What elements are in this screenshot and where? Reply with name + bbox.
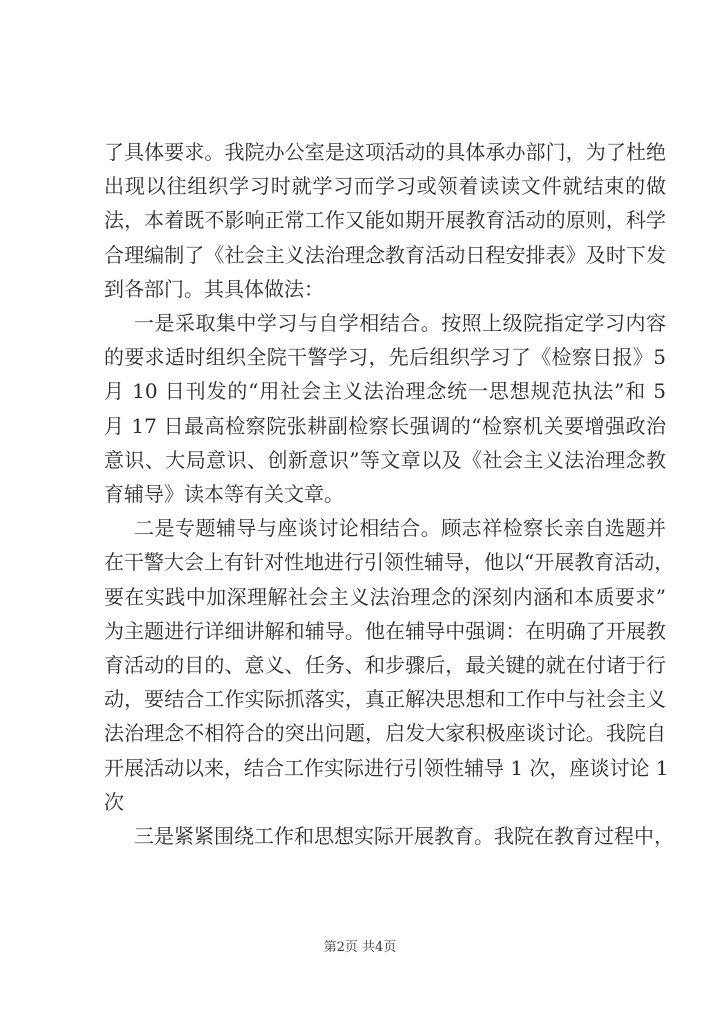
text-line: 二是专题辅导与座谈讨论相结合。顾志祥检察长亲自选题并: [134, 516, 666, 541]
text-line: 月 17 日最高检察院张耕副检察长强调的“检察机关要增强政治: [104, 413, 666, 438]
text-line: 要在实践中加深理解社会主义法治理念的深刻内涵和本质要求”: [104, 584, 666, 609]
text-line: 的要求适时组织全院干警学习，先后组织学习了《检察日报》5: [104, 345, 666, 370]
text-line: 动，要结合工作实际抓落实，真正解决思想和工作中与社会主义: [104, 687, 666, 712]
page-footer: 第2页 共4页: [323, 940, 397, 955]
text-line: 为主题进行详细讲解和辅导。他在辅导中强调：在明确了开展教: [104, 618, 666, 643]
text-line: 意识、大局意识、创新意识”等文章以及《社会主义法治理念教: [104, 447, 666, 472]
text-line: 一是采取集中学习与自学相结合。按照上级院指定学习内容: [134, 311, 666, 335]
text-line: 法治理念不相符合的突出问题，启发大家积极座谈讨论。我院自: [104, 721, 666, 746]
text-line: 育活动的目的、意义、任务、和步骤后，最关键的就在付诸于行: [104, 653, 666, 677]
text-line: 开展活动以来，结合工作实际进行引领性辅导 1 次，座谈讨论 1: [104, 755, 669, 780]
text-line: 在干警大会上有针对性地进行引领性辅导，他以“开展教育活动，: [104, 550, 675, 575]
text-line: 三是紧紧围绕工作和思想实际开展教育。我院在教育过程中，: [134, 824, 674, 848]
text-line: 合理编制了《社会主义法治理念教育活动日程安排表》及时下发: [104, 242, 666, 267]
text-line: 了具体要求。我院办公室是这项活动的具体承办部门，为了杜绝: [104, 140, 666, 164]
text-line: 出现以往组织学习时就学习而学习或领着读读文件就结束的做: [104, 174, 666, 199]
text-line: 月 10 日刊发的“用社会主义法治理念统一思想规范执法”和 5: [104, 379, 666, 404]
text-line: 次: [104, 789, 124, 814]
text-line: 育辅导》读本等有关文章。: [104, 482, 344, 506]
text-line: 到各部门。其具体做法：: [104, 276, 324, 301]
text-line: 法，本着既不影响正常工作又能如期开展教育活动的原则，科学: [104, 208, 666, 233]
